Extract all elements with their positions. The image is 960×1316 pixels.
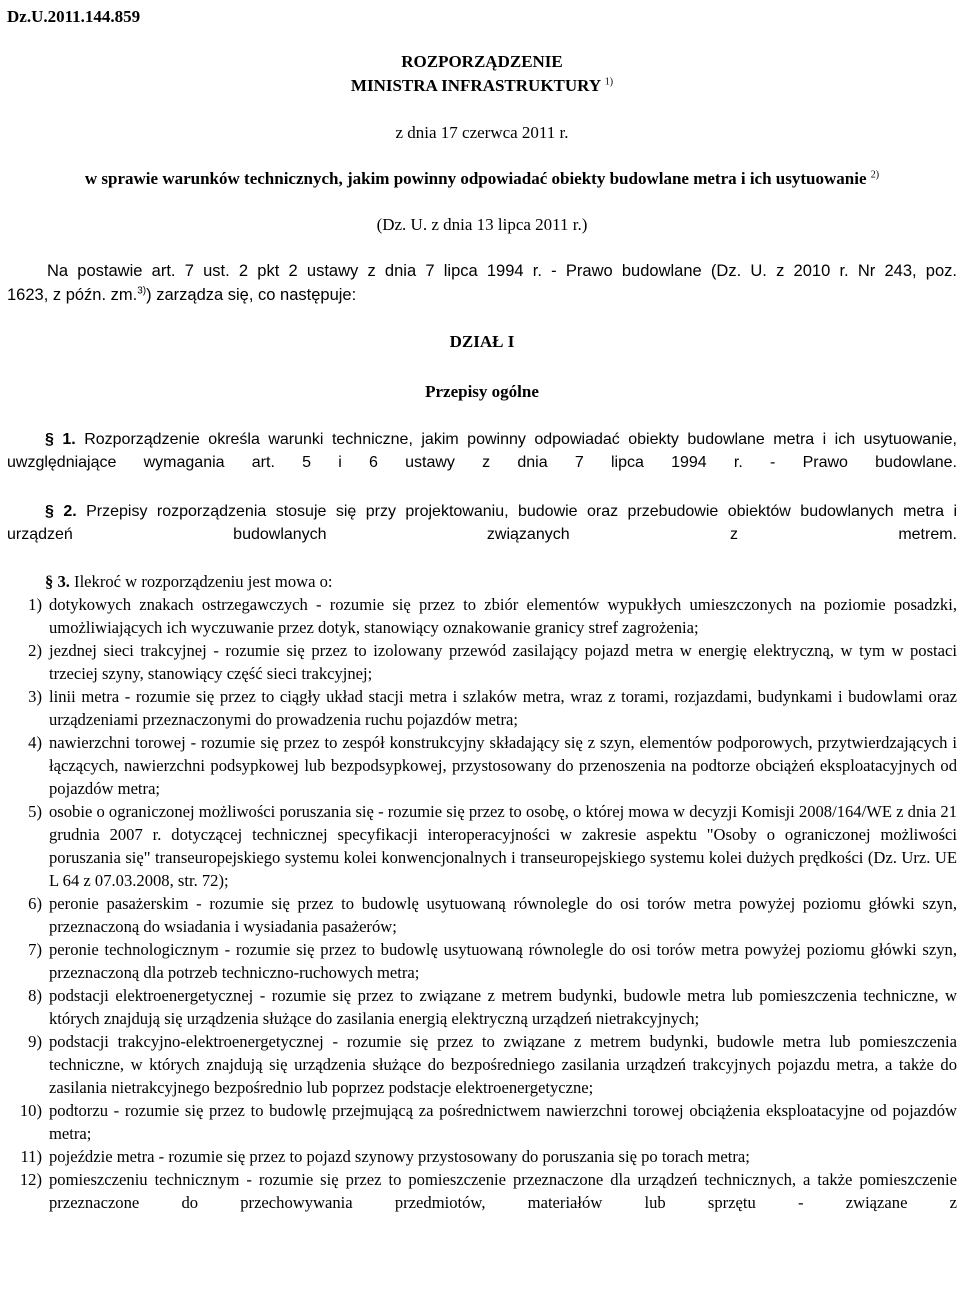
preamble-line-2-end: ) zarządza się, co następuje: [146,286,357,304]
regulation-subject [7,167,957,190]
definition-number: 8) [28,986,42,1005]
definition-text: nawierzchni torowej - rozumie się przez to zespół konstrukcyjny składający się z szyn, elementów podporowych, przytwierdzających i łączących, nawierzchni podsypkowej lub bezpodsypkowej, przystosowany do przenoszenia na podtorze obciążeń eksploatacyjnych od pojazdów metra; [49,733,957,798]
definition-text: peronie technologicznym - rozumie się przez to budowlę usytuowaną równolegle do osi torów metra powyżej poziomu główki szyn, przeznaczoną dla potrzeb techniczno-ruchowych metra; [49,940,957,982]
definition-text: podstacji trakcyjno-elektroenergetycznej - rozumie się przez to związane z metrem budynki, budowle metra lub pomieszczenia techniczne, w których znajdują się urządzenia służące do bezpośredniego zasilania urządzeń trakcyjnych pojazdu metra, a także do zasilania nietrakcyjnego bezpośrednio lub poprzez podstacje elektroenergetyczne; [49,1032,957,1097]
paragraph-3-symbol: § 3. [45,572,70,591]
paragraph-3 [7,570,957,1214]
paragraph-1-symbol: § 1. [45,431,76,448]
paragraph-1-text: Rozporządzenie określa warunki techniczne, jakim powinny odpowiadać obiekty budowlane metra i ich usytuowanie, uwzględniające wymagania art. 5 i 6 ustawy z dnia 7 lipca 1994 r. - Prawo budowlane. [7,431,957,471]
definition-number: 5) [28,802,42,821]
definition-item [7,685,957,731]
definition-item [7,1168,957,1214]
definition-number: 4) [28,733,42,752]
paragraph-2-symbol: § 2. [45,503,77,520]
definition-number: 3) [28,687,42,706]
definition-item [7,892,957,938]
definition-text: pomieszczeniu technicznym - rozumie się przez to pomieszczenie przeznaczone dla urządzeń technicznych, a także pomieszczenie przeznaczone do przechowywania przedmiotów, materiałów lub sprzętu - związane z [49,1170,957,1212]
section-subtitle: Przepisy ogólne [425,382,539,401]
definition-number: 10) [19,1101,42,1120]
paragraph-1 [7,428,957,474]
regulation-title [7,50,957,98]
definitions-list [7,593,957,1214]
definition-item [7,593,957,639]
definition-number: 11) [20,1147,42,1166]
section-title: DZIAŁ I [449,332,515,351]
title-footnote-ref[interactable]: 1) [604,76,614,88]
definition-text: osobie o ograniczonej możliwości poruszania się - rozumie się przez to osobę, o której mowa w decyzji Komisji 2008/164/WE z dnia 21 grudnia 2007 r. dotyczącej technicznej specyfikacji interoperacyjności w zakresie aspektu "Osoby o ograniczonej możliwości poruszania się" transeuropejskiego systemu kolei konwencjonalnych i transeuropejskiego systemu kolei dużych prędkości (Dz. Urz. UE L 64 z 07.03.2008, str. 72); [49,802,957,890]
definition-text: podstacji elektroenergetycznej - rozumie się przez to związane z metrem budynki, budowle metra lub pomieszczenia techniczne, w których znajdują się urządzenia służące do zasilania energią elektryczną urządzeń nietrakcyjnych; [49,986,957,1028]
definition-number: 9) [28,1032,42,1051]
definition-number: 1) [28,595,42,614]
definition-item [7,1099,957,1145]
preamble-line-2: 1623, z późn. zm. [7,286,138,304]
title-line-1: ROZPORZĄDZENIE [401,52,563,71]
definition-item [7,938,957,984]
definition-text: jezdnej sieci trakcyjnej - rozumie się przez to izolowany przewód zasilający pojazd metra w energię elektryczną, w tym w postaci trzeciej szyny, stanowiący część sieci trakcyjnej; [49,641,957,683]
definition-item [7,800,957,892]
subject-footnote-ref[interactable]: 2) [870,169,880,181]
definition-number: 7) [28,940,42,959]
issue-date: z dnia 17 czerwca 2011 r. [395,123,569,142]
definition-text: peronie pasażerskim - rozumie się przez to budowlę usytuowaną równolegle do osi torów metra powyżej poziomu główki szyn, przeznaczoną do wsiadania i wysiadania pasażerów; [49,894,957,936]
definition-number: 2) [28,641,42,660]
title-line-2: MINISTRA INFRASTRUKTURY [350,76,601,95]
definition-item [7,639,957,685]
definition-item [7,1030,957,1099]
publication-reference: (Dz. U. z dnia 13 lipca 2011 r.) [376,215,588,234]
definition-item [7,984,957,1030]
definition-item [7,731,957,800]
definition-number: 12) [19,1170,42,1189]
definition-number: 6) [28,894,42,913]
document-id: Dz.U.2011.144.859 [7,7,141,26]
paragraph-2-text: Przepisy rozporządzenia stosuje się przy projektowaniu, budowie oraz przebudowie obiektów budowlanych metra i urządzeń budowlanych związanych z metrem. [7,503,958,543]
definition-text: pojeździe metra - rozumie się przez to pojazd szynowy przystosowany do poruszania się po torach metra; [49,1147,750,1166]
preamble-footnote-ref[interactable]: 3) [137,285,147,297]
preamble-line-1: Na postawie art. 7 ust. 2 pkt 2 ustawy z dnia 7 lipca 1994 r. - Prawo budowlane (Dz. U. z 2010 r. Nr 243, poz. [47,262,957,280]
paragraph-2 [7,500,957,546]
paragraph-3-text: Ilekroć w rozporządzeniu jest mowa o: [74,572,333,591]
subject-text: w sprawie warunków technicznych, jakim powinny odpowiadać obiekty budowlane metra i ich usytuowanie [84,169,867,188]
definition-text: dotykowych znakach ostrzegawczych - rozumie się przez to zbiór elementów wypukłych umieszczonych na poziomie posadzki, umożliwiających ich wyczuwanie przez dotyk, stanowiący oznakowanie granicy stref zagrożenia; [49,595,957,637]
preamble [7,259,957,307]
definition-item [7,1145,957,1168]
definition-text: podtorzu - rozumie się przez to budowlę przejmującą za pośrednictwem nawierzchni torowej obciążenia eksploatacyjne od pojazdów metra; [49,1101,957,1143]
definition-text: linii metra - rozumie się przez to ciągły układ stacji metra i szlaków metra, wraz z torami, rozjazdami, budynkami i budowlami oraz urządzeniami przeznaczonymi do prowadzenia ruchu pojazdów metra; [49,687,957,729]
